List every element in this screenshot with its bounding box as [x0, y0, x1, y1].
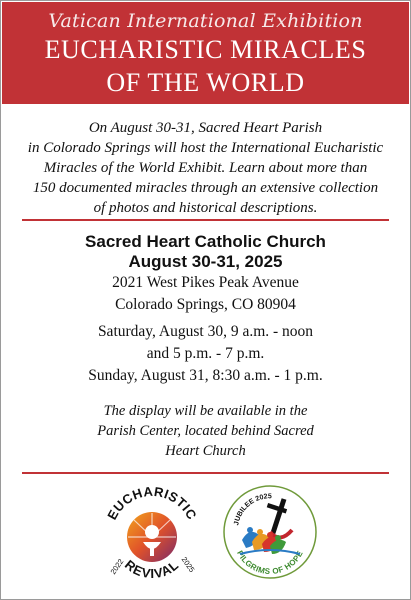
hours-line: Saturday, August 30, 9 a.m. - noon — [97, 323, 314, 340]
hours-line: Sunday, August 31, 8:30 a.m. - 1 p.m. — [88, 367, 323, 384]
header-banner — [2, 2, 409, 104]
exhibition-title-line2: OF THE WORLD — [106, 68, 305, 97]
venue-address — [0, 272, 411, 316]
exhibition-title-line1: EUCHARISTIC MIRACLES — [44, 35, 367, 64]
street-address: 2021 West Pikes Peak Avenue — [112, 274, 299, 291]
divider-top — [22, 219, 389, 221]
intro-line: in Colorado Springs will host the International Eucharistic — [27, 140, 384, 156]
revival-top-text: EUCHARISTIC — [104, 483, 200, 523]
display-location-note — [40, 401, 371, 461]
note-line: Parish Center, located behind Sacred — [97, 423, 314, 439]
note-line: Heart Church — [165, 443, 246, 459]
revival-year-right: 2025 — [179, 555, 197, 574]
intro-line: of photos and historical descriptions. — [93, 200, 318, 216]
jubilee-bottom-text: PILGRIMS OF HOPE — [235, 549, 305, 577]
intro-line: 150 documented miracles through an extensive collection — [32, 180, 379, 196]
intro-paragraph — [16, 118, 395, 218]
city-state-zip: Colorado Springs, CO 80904 — [115, 296, 296, 313]
intro-line: Miracles of the World Exhibit. Learn about more than — [43, 160, 368, 176]
event-dates: August 30-31, 2025 — [128, 252, 283, 271]
note-line: The display will be available in the — [103, 403, 308, 419]
revival-bottom-text: REVIVAL — [122, 556, 182, 582]
revival-year-left: 2022 — [108, 557, 126, 576]
jubilee-top-text: JUBILEE 2025 — [233, 493, 272, 526]
jubilee-2025-logo — [220, 482, 320, 582]
event-hours — [0, 321, 411, 387]
divider-bottom — [22, 472, 389, 474]
host-icon — [145, 525, 159, 539]
eucharistic-revival-logo — [100, 482, 204, 586]
hours-line: and 5 p.m. - 7 p.m. — [146, 345, 265, 362]
exhibition-subtitle: Vatican International Exhibition — [48, 10, 363, 32]
intro-line: On August 30-31, Sacred Heart Parish — [88, 120, 323, 136]
venue-name: Sacred Heart Catholic Church — [85, 232, 326, 251]
venue-block — [0, 232, 411, 272]
